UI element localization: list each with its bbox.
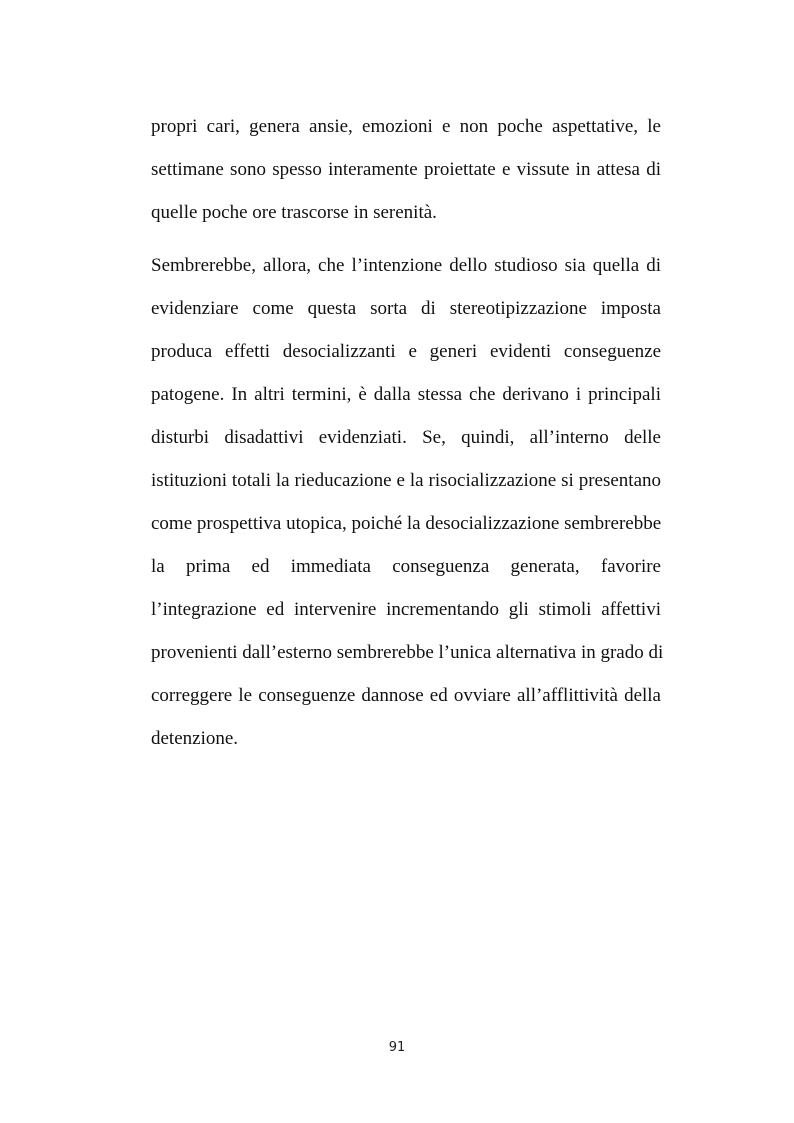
text-line: propri cari, genera ansie, emozioni e non poche aspettative, le: [151, 116, 661, 137]
text-line: istituzioni totali la rieducazione e la risocializzazione si presentano: [151, 470, 661, 491]
text-line: quelle poche ore trascorse in serenità.: [151, 202, 437, 223]
text-line: detenzione.: [151, 728, 239, 749]
text-line: settimane sono spesso interamente proiettate e vissute in attesa di: [151, 159, 661, 180]
text-line: patogene. In altri termini, è dalla stessa che derivano i principali: [151, 384, 661, 405]
text-line: evidenziare come questa sorta di stereotipizzazione imposta: [151, 298, 661, 319]
text-line: provenienti dall’esterno sembrerebbe l’unica alternativa in grado di: [151, 642, 664, 663]
text-line: disturbi disadattivi evidenziati. Se, quindi, all’interno delle: [151, 427, 661, 448]
text-line: la prima ed immediata conseguenza generata, favorire: [151, 556, 661, 577]
page-number: 91: [388, 1040, 406, 1055]
text-line: Sembrerebbe, allora, che l’intenzione dello studioso sia quella di: [151, 255, 661, 276]
text-line: correggere le conseguenze dannose ed ovviare all’afflittività della: [151, 685, 661, 706]
text-line: come prospettiva utopica, poiché la desocializzazione sembrerebbe: [151, 513, 662, 534]
text-line: l’integrazione ed intervenire incrementando gli stimoli affettivi: [151, 599, 661, 620]
text-line: produca effetti desocializzanti e generi evidenti conseguenze: [151, 341, 661, 362]
